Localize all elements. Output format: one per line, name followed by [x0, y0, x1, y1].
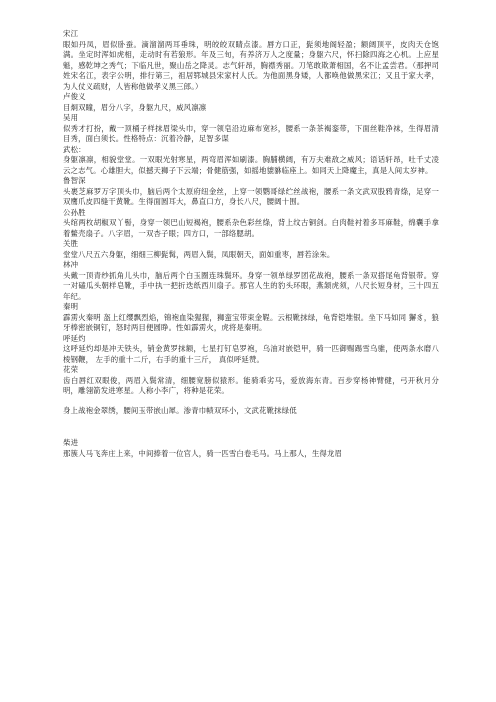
section-title: 关胜 [63, 239, 79, 248]
section-lu-zhishen [63, 176, 439, 208]
section-text: 堂堂八尺五六身躯，细细三柳髭髯，两眉入鬓，凤眼朝天，面如重枣，唇若涂朱。 [63, 249, 335, 259]
section-text: 似秀才打扮，戴一顶桶子样抹眉梁头巾，穿一领皂沿边麻布宽衫，腰系一条茶褐銮带，下面丝鞋净袜，生得眉清目秀，面白须长。性格特点：沉着冷静，足智多谋 [63, 123, 439, 143]
section-text: 霹雳火秦明 盔上红缨飘烈焰，锦袍血染猩猩，狮蛮宝带束金鞓。云根靴抹绿，龟背铠堆银。坐下马如同 獬豸，狼牙棒密嵌铜钉，怒时两目便圆睁。性如霹雳火，虎将是秦明。 [63, 312, 439, 332]
spacer [63, 397, 439, 406]
section-title: 柴进 [63, 438, 79, 447]
section-text: 那簇人马飞奔庄上来，中间捧着一位官人，骑一匹雪白卷毛马。马上那人，生得龙眉 [63, 448, 343, 458]
section-text: 身上战袍金翠绣，腰间玉带嵌山犀。渗青巾帻双环小，文武花靴抹绿低 [63, 405, 297, 415]
section-text: 身躯凛凛，相貌堂堂。一双眼光射寒星，两弯眉浑如刷漆。胸脯横阔，有万夫难敌之威风；语话轩昂，吐千丈凌云之志气。心雄胆大，似撼天狮子下云端；骨健筋强，如摇地貔貅临座上。如同天上降魔主，真是人间太岁神。 [63, 155, 439, 175]
section-lin-chong [63, 260, 439, 302]
section-wu-song [63, 145, 439, 177]
section-text: 头绾两枚胡椒双丫髻，身穿一领巴山短褐袍，腰系杂色彩丝绦，背上纹古铜剑。白肉鞋衬着多耳麻鞋，绵囊手拿着鳖壳扇子。八字眉，一双杏子眼；四方口，一部络腮胡。 [63, 218, 439, 238]
section-text: 这呼延灼却是冲天铁头，销金黄罗抹额，七星打钉皂罗袍，乌油对嵌铠甲，骑一匹御赐踢雪乌骓，使两条水磨八棱钢鞭， 左手的重十二斤，右手的重十三斤， 真似呼延赞。 [63, 344, 439, 364]
section-title: 鲁智深 [63, 176, 86, 185]
section-hua-rong [63, 365, 439, 397]
section-title: 呼延灼 [63, 333, 86, 343]
spacer [63, 416, 439, 438]
section-text: 眼如丹凤，眉似卧蚕。滴溜溜两耳垂珠，明皎皎双睛点漆。唇方口正，髭须地阁轻盈；额阔顶平，皮肉天仓饱满。坐定时浑如虎相，走动时有若狼形。年及三旬，有养济万人之度量；身躯六尺，怀扫除四海之心机。上应星魁，感乾坤之秀气；下临凡世，聚山岳之降灵。志气轩昂，胸襟秀丽。刀笔敢欺萧相国，名不让孟尝君。（那押司姓宋名江，表字公明，排行第三，祖居郓城县宋家村人氏。为他面黑身矮，人都唤他做黑宋江；又且于家大孝，为人仗义疏财，人皆称他做孝义黑三郎。） [63, 39, 439, 91]
section-song-jiang [63, 29, 439, 92]
section-title: 卢俊义 [63, 92, 86, 101]
section-title: 宋江 [63, 29, 79, 38]
document-body [63, 29, 439, 459]
section-title: 公孙胜 [63, 207, 86, 217]
section-qin-ming [63, 302, 439, 334]
section-guan-sheng [63, 239, 439, 260]
section-text: 头戴一顶青纱抓角儿头巾，脑后两个白玉圈连珠鬓环。身穿一领单绿罗团花战袍，腰系一条双搭尾龟背银带。穿一对磕瓜头朝样皂靴，手中执一把折迭纸西川扇子。那官人生的豹头环眼，燕颔虎须，八尺长短身材，三十四五年纪。 [63, 270, 439, 301]
section-title: 武松： [63, 144, 86, 154]
section-lu-junyi [63, 92, 439, 113]
section-gongsun-sheng [63, 208, 439, 240]
section-wu-yong [63, 113, 439, 145]
section-text: 齿白唇红双眼俊，两眉入鬓常清，细腰宽膀似猿形。能骑乖劣马，爱放海东青。百步穿杨神臂健，弓开秋月分明，雕翎箭发进寒星。人称小李广，将种是花荣。 [63, 375, 439, 395]
section-title: 林冲 [63, 260, 79, 269]
section-title: 吴用 [63, 113, 79, 122]
section-text: 目炯双瞳，眉分八字，身躯九尺，威风凛凛 [63, 102, 207, 112]
section-huyan-zhuo [63, 334, 439, 366]
section-untitled-verse [63, 406, 439, 417]
section-title: 秦明 [63, 302, 79, 311]
section-text: 头裹芝麻罗万字顶头巾，脑后两个太原府纽金丝，上穿一领鹦哥绿纻丝战袍，腰系一条文武双股鸦青绦，足穿一双鹰爪皮四缝干黄靴。生得面圆耳大，鼻直口方，身长八尺，腰阔十围。 [63, 186, 439, 206]
section-title: 花荣 [63, 365, 79, 374]
section-chai-jin [63, 438, 439, 459]
